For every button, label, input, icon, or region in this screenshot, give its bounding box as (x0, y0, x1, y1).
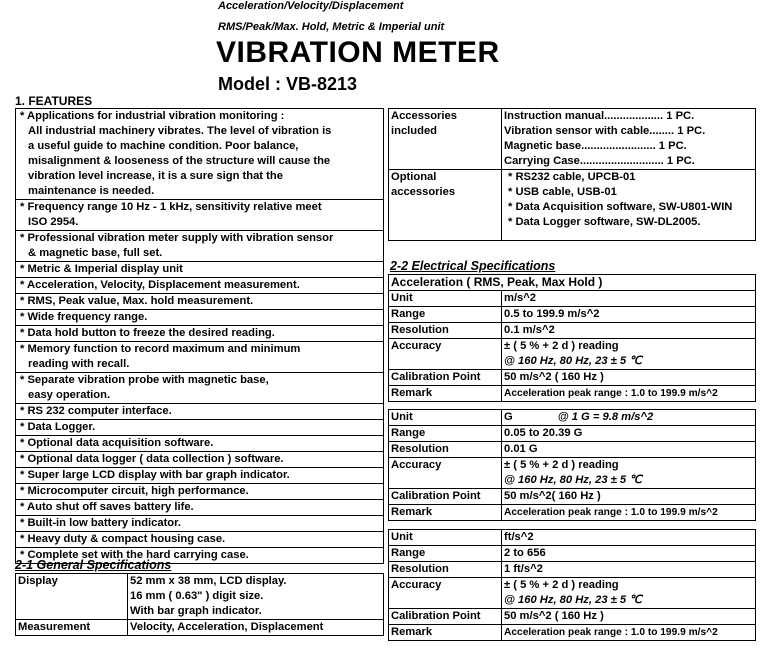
accessories-optional-row (389, 170, 756, 241)
spec-row-unit (389, 530, 756, 546)
feature-text: * Auto shut off saves battery life. (16, 500, 384, 516)
feature-text: * Optional data logger ( data collection ) software. (16, 452, 384, 468)
spec-value: 50 m/s^2 ( 160 Hz ) (502, 609, 756, 625)
spec-value: 50 m/s^2 ( 160 Hz ) (502, 370, 756, 386)
feature-row (16, 500, 384, 516)
spec-row-resolution (389, 323, 756, 339)
feature-row (16, 452, 384, 468)
spec-row-resolution (389, 562, 756, 578)
feature-text: * Separate vibration probe with magnetic base, easy operation. (16, 373, 384, 404)
spec-row-accuracy (389, 578, 756, 609)
spec-value: ft/s^2 (502, 530, 756, 546)
spec-label: Range (389, 426, 502, 442)
spec-row-range (389, 546, 756, 562)
feature-row (16, 420, 384, 436)
feature-row (16, 404, 384, 420)
feature-row (16, 310, 384, 326)
spec-value: 2 to 656 (502, 546, 756, 562)
spec-row-range (389, 307, 756, 323)
spec-label: Calibration Point (389, 489, 502, 505)
spec-label: Calibration Point (389, 609, 502, 625)
feature-row (16, 326, 384, 342)
general-spec-heading: 2-1 General Specifications (15, 558, 172, 572)
feature-text: * RS 232 computer interface. (16, 404, 384, 420)
accessories-included-row (389, 109, 756, 170)
optional-items: * RS232 cable, UPCB-01 * USB cable, USB-01 * Data Acquisition software, SW-U801-WIN * Data Logger software, SW-DL2005. (502, 170, 756, 241)
spec-value: ± ( 5 % + 2 d ) reading @ 160 Hz, 80 Hz, 23 ± 5 ℃ (502, 578, 756, 609)
electrical-table-title: Acceleration ( RMS, Peak, Max Hold ) (389, 275, 756, 291)
feature-row (16, 436, 384, 452)
feature-text: * Microcomputer circuit, high performance. (16, 484, 384, 500)
subtitle-2: RMS/Peak/Max. Hold, Metric & Imperial unit (218, 21, 445, 33)
included-items: Instruction manual................... 1 PC. Vibration sensor with cable........ 1 PC. Magnetic base........................ 1 PC. Carrying Case........................... 1 PC. (502, 109, 756, 170)
spec-value: Acceleration peak range : 1.0 to 199.9 m/s^2 (502, 386, 756, 402)
page-title: VIBRATION METER (216, 36, 500, 69)
spec-row-calibration (389, 609, 756, 625)
spec-label: Unit (389, 291, 502, 307)
spec-label: Remark (389, 625, 502, 641)
feature-text: * Acceleration, Velocity, Displacement measurement. (16, 278, 384, 294)
spec-label: Display (16, 574, 128, 620)
accessories-table (388, 108, 756, 241)
spec-value: 52 mm x 38 mm, LCD display. 16 mm ( 0.63" ) digit size. With bar graph indicator. (128, 574, 384, 620)
feature-text: * RMS, Peak value, Max. hold measurement. (16, 294, 384, 310)
feature-text: * Super large LCD display with bar graph indicator. (16, 468, 384, 484)
spec-row-unit (389, 291, 756, 307)
feature-text: * Applications for industrial vibration monitoring : All industrial machinery vibrates. The level of vibration is a useful guide to machine condition. Poor balance, misalignment & looseness of the structure will cause the vibration level increase, it is a sure sign that the maintenance is needed. (16, 109, 384, 200)
spec-value: 1 ft/s^2 (502, 562, 756, 578)
spec-label: Resolution (389, 442, 502, 458)
spec-row-unit (389, 410, 756, 426)
spec-value: Velocity, Acceleration, Displacement (128, 620, 384, 636)
spec-label: Unit (389, 410, 502, 426)
general-spec-row (16, 574, 384, 620)
feature-text: * Frequency range 10 Hz - 1 kHz, sensitivity relative meet ISO 2954. (16, 200, 384, 231)
spec-label: Accuracy (389, 458, 502, 489)
spec-row-accuracy (389, 339, 756, 370)
spec-row-remark (389, 386, 756, 402)
feature-text: * Metric & Imperial display unit (16, 262, 384, 278)
feature-row (16, 532, 384, 548)
feature-row (16, 342, 384, 373)
included-label: Accessories included (389, 109, 502, 170)
spec-row-calibration (389, 489, 756, 505)
feature-text: * Data hold button to freeze the desired reading. (16, 326, 384, 342)
spec-label: Range (389, 546, 502, 562)
feature-row (16, 278, 384, 294)
spec-row-remark (389, 625, 756, 641)
spec-label: Measurement (16, 620, 128, 636)
feature-row (16, 109, 384, 200)
spec-label: Unit (389, 530, 502, 546)
feature-text: * Heavy duty & compact housing case. (16, 532, 384, 548)
spec-row-resolution (389, 442, 756, 458)
features-heading: 1. FEATURES (15, 94, 93, 108)
feature-text: * Memory function to record maximum and minimum reading with recall. (16, 342, 384, 373)
feature-text: * Professional vibration meter supply with vibration sensor & magnetic base, full set. (16, 231, 384, 262)
feature-text: * Wide frequency range. (16, 310, 384, 326)
feature-text: * Data Logger. (16, 420, 384, 436)
spec-value: Acceleration peak range : 1.0 to 199.9 m/s^2 (502, 625, 756, 641)
feature-row (16, 484, 384, 500)
electrical-spec-table (388, 529, 756, 641)
spec-value: G @ 1 G = 9.8 m/s^2 (502, 410, 756, 426)
spec-label: Remark (389, 386, 502, 402)
feature-row (16, 231, 384, 262)
general-spec-row (16, 620, 384, 636)
spec-label: Resolution (389, 323, 502, 339)
feature-text: * Complete set with the hard carrying case. (16, 548, 384, 564)
general-spec-table (15, 573, 384, 636)
spec-value: ± ( 5 % + 2 d ) reading @ 160 Hz, 80 Hz, 23 ± 5 ℃ (502, 339, 756, 370)
spec-value: 50 m/s^2( 160 Hz ) (502, 489, 756, 505)
spec-row-calibration (389, 370, 756, 386)
spec-row-remark (389, 505, 756, 521)
feature-row (16, 200, 384, 231)
feature-row (16, 516, 384, 532)
electrical-spec-table (388, 409, 756, 521)
feature-text: * Optional data acquisition software. (16, 436, 384, 452)
feature-row (16, 468, 384, 484)
spec-label: Remark (389, 505, 502, 521)
spec-label: Accuracy (389, 578, 502, 609)
spec-value: ± ( 5 % + 2 d ) reading @ 160 Hz, 80 Hz, 23 ± 5 ℃ (502, 458, 756, 489)
electrical-spec-heading: 2-2 Electrical Specifications (390, 259, 556, 273)
spec-label: Range (389, 307, 502, 323)
spec-value: Acceleration peak range : 1.0 to 199.9 m/s^2 (502, 505, 756, 521)
feature-text: * Built-in low battery indicator. (16, 516, 384, 532)
spec-value: 0.1 m/s^2 (502, 323, 756, 339)
spec-row-range (389, 426, 756, 442)
electrical-spec-table (388, 274, 756, 402)
feature-row (16, 373, 384, 404)
model-number: Model : VB-8213 (218, 74, 358, 94)
subtitle-1: Acceleration/Velocity/Displacement (218, 0, 404, 12)
spec-label: Accuracy (389, 339, 502, 370)
spec-value: 0.5 to 199.9 m/s^2 (502, 307, 756, 323)
spec-value: 0.01 G (502, 442, 756, 458)
spec-label: Resolution (389, 562, 502, 578)
spec-label: Calibration Point (389, 370, 502, 386)
features-table (15, 108, 384, 564)
spec-value: m/s^2 (502, 291, 756, 307)
feature-row (16, 294, 384, 310)
optional-label: Optional accessories (389, 170, 502, 241)
feature-row (16, 262, 384, 278)
spec-row-accuracy (389, 458, 756, 489)
spec-value: 0.05 to 20.39 G (502, 426, 756, 442)
